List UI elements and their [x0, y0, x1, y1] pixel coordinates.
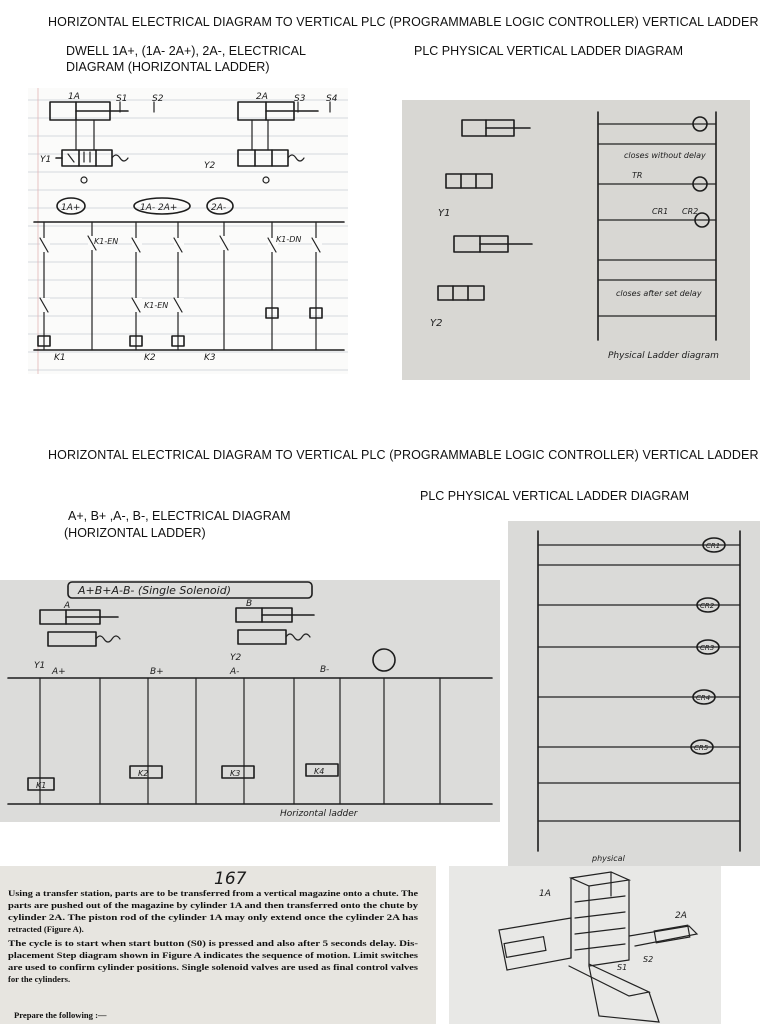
section2-left-caption-line2: (HORIZONTAL LADDER)	[64, 526, 206, 540]
sketch1-step2: 1A- 2A+	[140, 203, 178, 213]
photo3-cr1-label: CR1	[706, 542, 721, 550]
iso-label-s2: S2	[643, 955, 654, 964]
photo-horizontal-ladder-2	[0, 580, 500, 822]
sketch1-k1-label: K1	[54, 353, 66, 363]
section1-heading: HORIZONTAL ELECTRICAL DIAGRAM TO VERTICAL PLC (PROGRAMMABLE LOGIC CONTROLLER) VERTICAL LADDER	[48, 15, 759, 29]
photo1-cr1-label: CR1	[652, 207, 669, 216]
photo2-y2-label: Y2	[230, 653, 242, 663]
photo2-bp-label: B+	[150, 667, 164, 677]
section2-heading: HORIZONTAL ELECTRICAL DIAGRAM TO VERTICAL PLC (PROGRAMMABLE LOGIC CONTROLLER) VERTICAL LADDER	[48, 448, 759, 462]
photo3-cr5-label: CR5	[694, 744, 709, 752]
sketch1-k1en2-label: K1-EN	[144, 301, 169, 310]
paragraph2-line4: for the cylinders.	[8, 974, 71, 984]
sketch1-s4-label: S4	[326, 94, 338, 104]
sketch1-step1: 1A+	[61, 203, 81, 213]
photo3-caption: physical	[592, 854, 625, 863]
photo-vertical-ladder-1	[402, 100, 750, 380]
paragraph2-line3: are used to confirm cylinder positions. Single solenoid valves are used as final control valves	[8, 962, 419, 972]
sketch1-k2-label: K2	[144, 353, 156, 363]
photo2-title: A+B+A-B- (Single Solenoid)	[78, 584, 231, 597]
photo-horizontal-ladder-2-drawing	[0, 580, 500, 822]
scanned-page-text-drawing	[0, 866, 436, 1024]
iso-label-1a: 1A	[539, 889, 551, 899]
photo3-cr3-label: CR3	[700, 644, 715, 652]
photo-vertical-ladder-2-drawing	[508, 521, 760, 866]
sketch1-s3-label: S3	[294, 94, 306, 104]
sketch1-s1-label: S1	[116, 94, 128, 104]
sketch1-k1en-label: K1-EN	[94, 237, 119, 246]
photo2-y1-label: Y1	[34, 661, 46, 671]
scanned-page-text	[0, 866, 436, 1024]
section2-right-caption: PLC PHYSICAL VERTICAL LADDER DIAGRAM	[420, 489, 690, 503]
photo1-y1-label: Y1	[438, 208, 451, 219]
paragraph2-line2: placement Step diagram shown in Figure A indicates the sequence of motion. Limit switches	[8, 950, 419, 960]
photo2-bm-label: B-	[320, 665, 330, 675]
iso-label-s1: S1	[617, 963, 628, 972]
paragraph1-line4: retracted (Figure A).	[8, 924, 84, 934]
photo2-k2-label: K2	[138, 769, 149, 778]
photo2-b-label: B	[246, 599, 253, 609]
sketch1-y1-label: Y1	[40, 155, 52, 165]
photo1-y2-label: Y2	[430, 318, 443, 329]
paragraph2-line1: The cycle is to start when start button (S0) is pressed and also after 5 seconds delay. Dis-	[8, 938, 419, 948]
sketch-horizontal-ladder-1	[28, 88, 348, 374]
photo1-note2: closes after set delay	[616, 289, 702, 298]
paragraph1-line1: Using a transfer station, parts are to be transferred from a vertical magazine onto a chute. The	[8, 888, 419, 898]
page-number: 167	[214, 869, 247, 889]
photo1-cr2-label: CR2	[682, 207, 699, 216]
section2-left-caption-line1: A+, B+ ,A-, B-, ELECTRICAL DIAGRAM	[68, 509, 291, 523]
iso-label-2a: 2A	[675, 911, 687, 921]
paragraph1-line2: parts are pushed out of the magazine by cylinder 1A and then transferred onto the chute by	[8, 900, 419, 910]
photo1-tr-label: TR	[632, 171, 643, 180]
section1-left-caption-line1: DWELL 1A+, (1A- 2A+), 2A-, ELECTRICAL	[66, 44, 306, 58]
transfer-station-drawing	[449, 866, 721, 1024]
sketch1-k1dn-label: K1-DN	[276, 235, 302, 244]
photo2-footer: Horizontal ladder	[280, 809, 358, 819]
sketch1-cyl-1a-label: 1A	[68, 92, 80, 102]
transfer-station-illustration	[449, 866, 721, 1024]
sketch1-step3: 2A-	[211, 203, 227, 213]
photo1-caption: Physical Ladder diagram	[608, 351, 719, 361]
photo2-am-label: A-	[230, 667, 240, 677]
photo3-cr2-label: CR2	[700, 602, 715, 610]
sketch1-cyl-2a-label: 2A	[256, 92, 268, 102]
photo-vertical-ladder-1-drawing	[402, 100, 750, 380]
section1-left-caption-line2: DIAGRAM (HORIZONTAL LADDER)	[66, 60, 270, 74]
sketch-horizontal-ladder-1-drawing	[28, 88, 348, 374]
photo2-k3-label: K3	[230, 769, 241, 778]
sketch1-y2-label: Y2	[204, 161, 216, 171]
photo2-k1-label: K1	[36, 781, 47, 790]
photo3-cr4-label: CR4	[696, 694, 711, 702]
photo1-note1: closes without delay	[624, 151, 706, 160]
sketch1-s2-label: S2	[152, 94, 164, 104]
photo2-a-label: A	[64, 601, 71, 611]
paragraph1-line3: cylinder 2A. The piston rod of the cylinder 1A may only extend once the cylinder 2A has	[8, 912, 419, 922]
sketch1-k3-label: K3	[204, 353, 216, 363]
photo2-ap-label: A+	[52, 667, 66, 677]
prepare-line: Prepare the following :—	[14, 1010, 107, 1020]
section1-right-caption: PLC PHYSICAL VERTICAL LADDER DIAGRAM	[414, 44, 684, 58]
photo-vertical-ladder-2	[508, 521, 760, 866]
photo2-k4-label: K4	[314, 767, 325, 776]
